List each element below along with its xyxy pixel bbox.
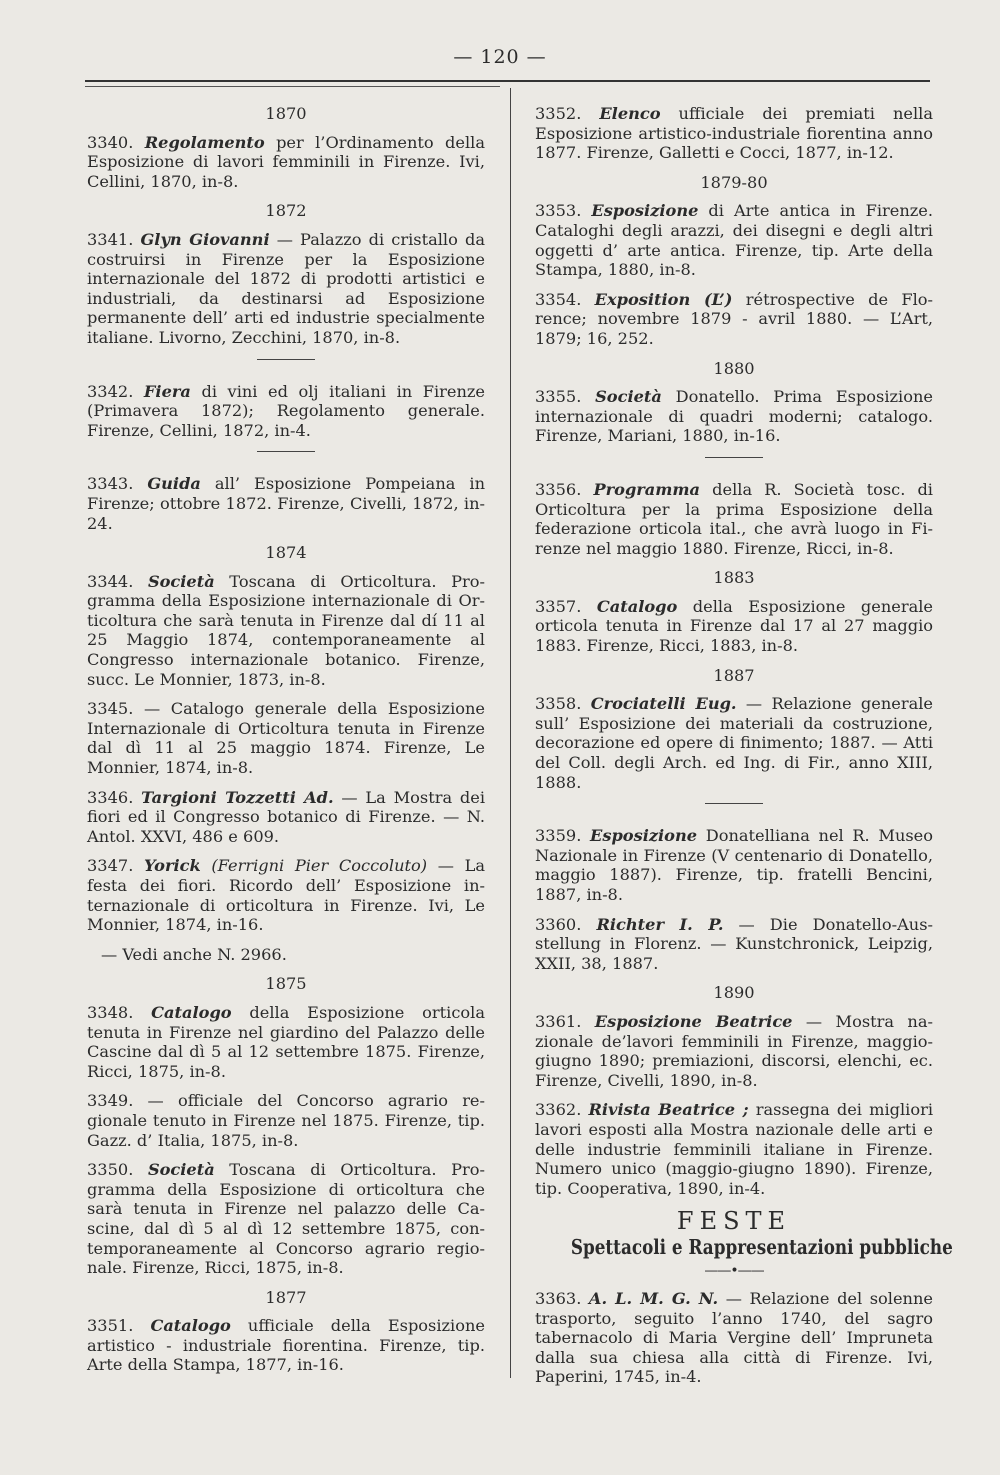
entry-title: Crociatelli Eug. [590,694,737,714]
entry-3360 [535,915,933,974]
entry-text: rassegna dei migliori lavori esposti alla Mostra nazionale delle arti e delle industrie femminili italiane in Firenze. Numero unico (maggio-giugno 1890). Firenze, tip. Cooperativa, 1890, in-4. [535,1100,933,1198]
entry-text: della Esposizione orticola tenuta in Firenze nel giardino del Palazzo delle Cascine dal dì 5 al 12 settembre 1875. Firenze, Ricci, 1875, in-8. [87,1002,485,1081]
cross-reference: — Vedi anche N. 2966. [101,944,287,964]
year-heading: 1883 [713,568,755,588]
entry-3347 [87,856,485,934]
entry-title: Fiera [143,381,191,401]
entry-3353 [535,201,933,279]
entry-number: 3363. [535,1289,582,1309]
entry-text: — La festa dei fiori. Ricordo dell’ Esposizione internazionale di orticoltura in Firenze. Ivi, Le Monnier, 1874, in-16. [87,856,485,935]
entry-text: della Esposizione generale orticola tenuta in Firenze dal 17 al 27 maggio 1883. Firenze, Ricci, 1883, in-8. [535,596,933,656]
entry-number: 3351. [87,1316,134,1336]
entry-number: 3345. [87,699,134,719]
separator-rule [257,451,315,452]
entry-number: 3344. [87,571,134,591]
entry-number: 3362. [535,1100,582,1120]
entry-text: per l’Ordinamento della Esposizione di lavori femminili in Firenze. Ivi, Cellini, 1870, in-8. [87,132,485,191]
entry-title: Richter I. P. [596,914,724,934]
entry-title: Glyn Giovanni [140,229,270,249]
entry-3344 [87,572,485,690]
entry-text: — Palazzo di cristallo da costruirsi in Firenze per la Esposizione internazionale del 1872 di prodotti artistici e industriali, da destinarsi ad Esposizione permanente dell’ arti ed industrie specialmente italiane. Livorno, Zecchini, 1870, in-8. [87,229,485,347]
left-column [87,104,485,1385]
separator-rule [705,803,763,804]
entry-3351 [87,1316,485,1375]
entry-3340 [87,133,485,192]
page-number: — 120 — [453,46,547,68]
entry-number: 3342. [87,381,134,401]
entry-3350 [87,1160,485,1278]
entry-text: all’ Esposizione Pompeiana in Firenze; ottobre 1872. Firenze, Civelli, 1872, in-24. [87,474,485,533]
entry-title: Guida [147,474,201,494]
entry-text: Donatelliana nel R. Museo Nazionale in Firenze (V centenario di Donatello, maggio 1887). Firenze, tip. fratelli Bencini, 1887, in-8. [535,826,933,904]
entry-text: Toscana di Orticoltura. Programma della Esposizione di orticoltura che sarà tenuta in Firenze nel palazzo delle Cascine, dal dì 5 al dì 12 settembre 1875, contemporaneamente al Concorso agrario regionale. Firenze, Ricci, 1875, in-8. [87,1160,485,1278]
entry-text: Toscana di Orticoltura. Programma della Esposizione internazionale di Orticoltura che sarà tenuta in Firenze dal dí 11 al 25 Maggio 1874, contemporaneamente al Congresso internazionale botanico. Firenze, succ. Le Monnier, 1873, in-8. [87,571,485,689]
entry-title: Esposizione Beatrice [594,1011,793,1031]
entry-3343 [87,474,485,533]
year-heading: 1874 [265,543,307,563]
column-divider [510,88,511,1378]
entry-3363 [535,1289,933,1387]
entry-3354 [535,290,933,349]
entry-number: 3348. [87,1002,134,1022]
entry-title: Programma [593,479,701,499]
entry-title: Esposizione [591,201,699,221]
entry-title: Regolamento [144,132,265,152]
entry-title: Catalogo [151,1002,232,1022]
entry-text: — Relazione generale sull’ Esposizione dei materiali da costruzione, decorazione ed opere di finimento; 1887. — Atti del Coll. degli Arch. ed Ing. di Fir., anno XIII, 1888. [535,694,933,792]
entry-title: Rivista Beatrice ; [588,1100,749,1120]
entry-title: Elenco [599,104,661,123]
entry-number: 3358. [535,694,582,714]
year-heading: 1887 [713,665,755,685]
entry-title-italic: (Ferrigni Pier Coccoluto) [200,856,428,876]
entry-3346 [87,788,485,847]
year-heading: 1880 [713,358,755,378]
entry-title: Società [595,387,662,407]
entry-number: 3360. [535,914,582,934]
entry-3357 [535,597,933,656]
entry-3361 [535,1012,933,1090]
entry-title: A. L. M. G. N. [588,1289,719,1309]
entry-number: 3353. [535,201,582,221]
entry-number: 3349. [87,1091,134,1111]
entry-number: 3350. [87,1160,134,1180]
entry-text: rétrospective de Florence; novembre 1879 - avril 1880. — L’Art, 1879; 16, 252. [535,289,933,348]
entry-3362 [535,1100,933,1198]
entry-title: Targioni Tozzetti Ad. [141,787,334,807]
year-heading: 1890 [713,983,755,1003]
entry-number: 3355. [535,387,582,407]
header-rule-secondary [85,86,500,87]
section-subtitle: Spettacoli e Rappresentazioni pubbliche [570,1234,953,1259]
entry-text: — officiale del Concorso agrario regionale tenuto in Firenze nel 1875. Firenze, tip. Gazz. d’ Italia, 1875, in-8. [87,1091,485,1150]
entry-number: 3343. [87,474,134,494]
entry-title: Esposizione [590,826,698,846]
entry-3355 [535,387,933,446]
year-heading: 1877 [265,1287,307,1307]
entry-title: Società [147,571,215,591]
header-rule [85,80,930,82]
entry-3359 [535,826,933,904]
entry-number: 3347. [87,856,134,876]
entry-number: 3361. [535,1011,582,1031]
section-title: FESTE [676,1207,792,1236]
entry-text: di Arte antica in Firenze. Cataloghi degli arazzi, dei disegni e degli altri oggetti d’ arte antica. Firenze, tip. Arte della Stampa, 1880, in-8. [535,201,933,280]
entry-3356 [535,480,933,558]
entry-text: Donatello. Prima Esposizione internazionale di quadri moderni; catalogo. Firenze, Mariani, 1880, in-16. [535,387,933,446]
entry-number: 3341. [87,229,134,249]
entry-number: 3346. [87,787,134,807]
separator-rule [257,359,315,360]
entry-3358 [535,694,933,792]
entry-title: Yorick [144,856,201,876]
entry-number: 3352. [535,104,582,123]
entry-text: — Catalogo generale della Esposizione Internazionale di Orticoltura tenuta in Firenze dal dì 11 al 25 maggio 1874. Firenze, Le Monnier, 1874, in-8. [87,699,485,778]
entry-text: ufficiale dei premiati nella Esposizione artistico-industriale fiorentina anno 1877. Firenze, Galletti e Cocci, 1877, in-12. [535,104,933,163]
separator-rule [705,457,763,458]
entry-text: — Relazione del solenne trasporto, seguito l’anno 1740, del sagro tabernacolo di Maria Vergine dell’ Impruneta dalla sua chiesa alla città di Firenze. Ivi, Paperini, 1745, in-4. [535,1289,933,1387]
year-heading: 1870 [265,104,307,123]
year-heading: 1872 [265,201,307,221]
entry-text: della R. Società tosc. di Orticoltura per la prima Esposizione della federazione orticola ital., che avrà luogo in Firenze nel maggio 1880. Firenze, Ricci, in-8. [535,479,933,558]
entry-title: Exposition (L’) [594,289,733,309]
entry-3342 [87,382,485,441]
entry-title: Catalogo [150,1316,231,1336]
entry-number: 3340. [87,132,134,152]
entry-number: 3354. [535,289,582,309]
entry-text: — Mostra nazionale de’lavori femminili in Firenze, maggio-giugno 1890; premiazioni, discorsi, elenchi, ec. Firenze, Civelli, 1890, in-8. [535,1011,933,1090]
year-heading: 1875 [265,974,307,994]
right-column [535,104,953,1397]
entry-text: — Die Donatello-Ausstellung in Florenz. — Kunstchronick, Leipzig, XXII, 38, 1887. [535,914,933,973]
entry-number: 3359. [535,826,582,846]
entry-number: 3356. [535,479,582,499]
entry-3349 [87,1091,485,1150]
year-heading: 1879-80 [700,172,768,192]
entry-3352 [535,104,933,163]
entry-number: 3357. [535,596,582,616]
entry-title: Catalogo [596,596,678,616]
entry-text: di vini ed olj italiani in Firenze (Primavera 1872); Regolamento generale. Firenze, Cellini, 1872, in-4. [87,381,486,440]
entry-text: — La Mostra dei fiori ed il Congresso botanico di Firenze. — N. Antol. XXVI, 486 e 609. [87,787,485,846]
entry-3348 [87,1003,485,1081]
entry-3341 [87,230,485,348]
entry-title: Società [147,1160,215,1180]
ornament-divider: ——•—— [704,1262,764,1279]
entry-text: ufficiale della Esposizione artistico - industriale fiorentina. Firenze, tip. Arte della Stampa, 1877, in-16. [87,1316,485,1375]
entry-3345 [87,699,485,777]
